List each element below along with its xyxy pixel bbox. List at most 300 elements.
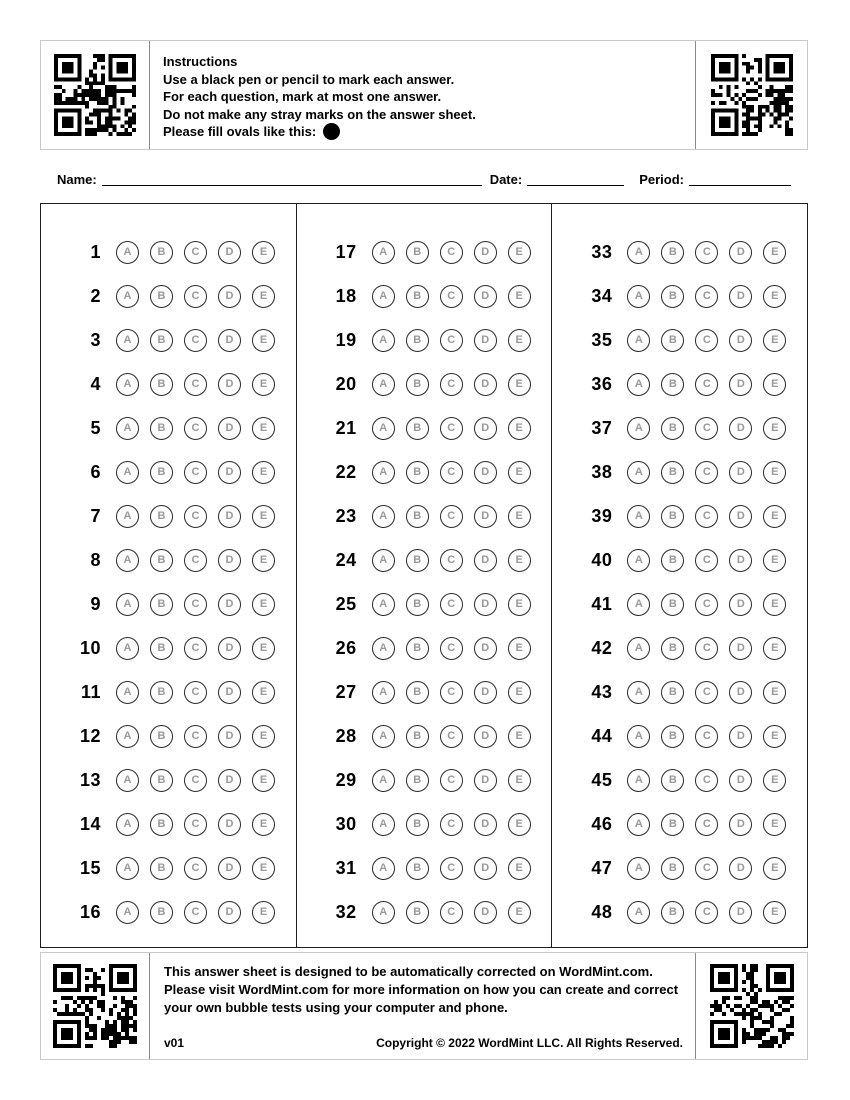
- bubble-b[interactable]: B: [661, 681, 684, 704]
- question-number: 30: [335, 813, 357, 834]
- bubble-a[interactable]: A: [627, 505, 650, 528]
- bubble-c[interactable]: C: [440, 725, 463, 748]
- question-number: 20: [335, 373, 357, 394]
- bubble-b[interactable]: B: [661, 285, 684, 308]
- bubble-a[interactable]: A: [116, 329, 139, 352]
- bubble-b[interactable]: B: [406, 549, 429, 572]
- question-number: 32: [335, 901, 357, 922]
- bubble-e[interactable]: E: [508, 241, 531, 264]
- bubble-d[interactable]: D: [729, 241, 752, 264]
- bubble-b[interactable]: B: [661, 637, 684, 660]
- bubble-d[interactable]: D: [729, 417, 752, 440]
- bubble-b[interactable]: B: [661, 901, 684, 924]
- question-row: [297, 406, 552, 450]
- question-row: [552, 846, 807, 890]
- bubble-c[interactable]: C: [440, 417, 463, 440]
- instructions-title: Instructions: [163, 54, 238, 69]
- bubble-c[interactable]: C: [440, 461, 463, 484]
- question-row: [41, 318, 296, 362]
- question-row: [552, 802, 807, 846]
- bubble-b[interactable]: B: [406, 593, 429, 616]
- bubble-a[interactable]: A: [372, 329, 395, 352]
- bubble-a[interactable]: A: [627, 725, 650, 748]
- bubble-b[interactable]: B: [150, 461, 173, 484]
- bubble-a[interactable]: A: [372, 857, 395, 880]
- bubble-e[interactable]: E: [763, 461, 786, 484]
- bubble-c[interactable]: C: [184, 285, 207, 308]
- bubble-a[interactable]: A: [627, 901, 650, 924]
- bubble-a[interactable]: A: [372, 681, 395, 704]
- bubble-e[interactable]: E: [252, 329, 275, 352]
- bubble-a[interactable]: A: [627, 241, 650, 264]
- bubble-b[interactable]: B: [406, 725, 429, 748]
- bubble-d[interactable]: D: [474, 373, 497, 396]
- bubble-e[interactable]: E: [508, 813, 531, 836]
- bubble-a[interactable]: A: [116, 857, 139, 880]
- question-number: 12: [79, 725, 101, 746]
- bubble-c[interactable]: C: [695, 461, 718, 484]
- bubble-d[interactable]: D: [474, 813, 497, 836]
- bubble-c[interactable]: C: [695, 285, 718, 308]
- bubble-e[interactable]: E: [763, 637, 786, 660]
- bubble-e[interactable]: E: [252, 241, 275, 264]
- bubble-e[interactable]: E: [252, 417, 275, 440]
- bubble-c[interactable]: C: [695, 637, 718, 660]
- footer-text-cell: [150, 953, 695, 1059]
- bubble-b[interactable]: B: [150, 637, 173, 660]
- instruction-line: [163, 106, 689, 124]
- bubble-e[interactable]: E: [508, 373, 531, 396]
- bubble-c[interactable]: C: [184, 549, 207, 572]
- bubble-b[interactable]: B: [150, 725, 173, 748]
- bubble-d[interactable]: D: [218, 637, 241, 660]
- bubble-e[interactable]: E: [763, 681, 786, 704]
- bubble-c[interactable]: C: [695, 417, 718, 440]
- bubble-e[interactable]: E: [763, 813, 786, 836]
- qr-code-icon: [53, 964, 137, 1048]
- bubble-e[interactable]: E: [763, 857, 786, 880]
- bubble-c[interactable]: C: [440, 901, 463, 924]
- bubble-a[interactable]: A: [627, 329, 650, 352]
- bubble-d[interactable]: D: [729, 637, 752, 660]
- question-row: [41, 890, 296, 934]
- bubble-e[interactable]: E: [508, 417, 531, 440]
- bubble-b[interactable]: B: [406, 813, 429, 836]
- bubble-b[interactable]: B: [150, 593, 173, 616]
- bubble-b[interactable]: B: [661, 241, 684, 264]
- question-number: 48: [591, 901, 613, 922]
- bubble-c[interactable]: C: [184, 813, 207, 836]
- question-number: 43: [591, 681, 613, 702]
- footer-description: This answer sheet is designed to be automatically corrected on WordMint.com. Please visit WordMint.com for more information on how you can create and correct your own bubble tests using your computer and phone.: [164, 964, 679, 1015]
- bubble-b[interactable]: B: [661, 813, 684, 836]
- bubble-b[interactable]: B: [150, 329, 173, 352]
- answer-column: [551, 204, 807, 947]
- bubble-e[interactable]: E: [763, 373, 786, 396]
- bubble-e[interactable]: E: [508, 461, 531, 484]
- bubble-a[interactable]: A: [627, 857, 650, 880]
- question-row: [297, 758, 552, 802]
- question-number: 11: [80, 681, 101, 702]
- bubble-d[interactable]: D: [729, 593, 752, 616]
- bubble-d[interactable]: D: [218, 549, 241, 572]
- bubble-e[interactable]: E: [763, 329, 786, 352]
- student-info-row: [40, 150, 808, 203]
- bubble-c[interactable]: C: [695, 857, 718, 880]
- bubble-b[interactable]: B: [661, 505, 684, 528]
- question-row: [297, 802, 552, 846]
- question-number: 15: [79, 857, 101, 878]
- question-number: 18: [335, 285, 357, 306]
- bubble-a[interactable]: A: [116, 725, 139, 748]
- bubble-d[interactable]: D: [474, 241, 497, 264]
- bubble-d[interactable]: D: [218, 505, 241, 528]
- bubble-a[interactable]: A: [372, 241, 395, 264]
- bubble-e[interactable]: E: [763, 725, 786, 748]
- bubble-d[interactable]: D: [729, 461, 752, 484]
- question-number: 36: [591, 373, 613, 394]
- bubble-a[interactable]: A: [116, 813, 139, 836]
- bubble-b[interactable]: B: [150, 285, 173, 308]
- bubble-d[interactable]: D: [474, 505, 497, 528]
- question-row: [297, 582, 552, 626]
- bubble-d[interactable]: D: [218, 417, 241, 440]
- bubble-b[interactable]: B: [150, 417, 173, 440]
- bubble-b[interactable]: B: [661, 725, 684, 748]
- bubble-d[interactable]: D: [474, 637, 497, 660]
- bubble-d[interactable]: D: [729, 813, 752, 836]
- bubble-b[interactable]: B: [406, 461, 429, 484]
- bubble-a[interactable]: A: [116, 769, 139, 792]
- bubble-c[interactable]: C: [440, 505, 463, 528]
- bubble-d[interactable]: D: [474, 725, 497, 748]
- bubble-d[interactable]: D: [218, 725, 241, 748]
- name-input-line[interactable]: [102, 173, 482, 186]
- bubble-a[interactable]: A: [372, 285, 395, 308]
- bubble-d[interactable]: D: [218, 813, 241, 836]
- question-row: [297, 714, 552, 758]
- bubble-d[interactable]: D: [218, 593, 241, 616]
- bubble-c[interactable]: C: [440, 681, 463, 704]
- bubble-a[interactable]: A: [627, 813, 650, 836]
- bubble-a[interactable]: A: [116, 241, 139, 264]
- bubble-c[interactable]: C: [184, 901, 207, 924]
- question-row: [41, 802, 296, 846]
- bubble-b[interactable]: B: [406, 769, 429, 792]
- bubble-d[interactable]: D: [218, 857, 241, 880]
- bubble-d[interactable]: D: [474, 901, 497, 924]
- bubble-e[interactable]: E: [508, 593, 531, 616]
- bubble-d[interactable]: D: [729, 285, 752, 308]
- bubble-e[interactable]: E: [252, 725, 275, 748]
- bubble-a[interactable]: A: [627, 769, 650, 792]
- instruction-line-text: For each question, mark at most one answer.: [163, 89, 442, 104]
- bubble-e[interactable]: E: [763, 769, 786, 792]
- bubble-d[interactable]: D: [729, 681, 752, 704]
- bubble-a[interactable]: A: [116, 637, 139, 660]
- bubble-d[interactable]: D: [474, 285, 497, 308]
- bubble-c[interactable]: C: [440, 549, 463, 572]
- bubble-b[interactable]: B: [406, 637, 429, 660]
- bubble-e[interactable]: E: [508, 549, 531, 572]
- bubble-d[interactable]: D: [218, 285, 241, 308]
- bubble-d[interactable]: D: [474, 461, 497, 484]
- question-number: 37: [591, 417, 613, 438]
- bubble-b[interactable]: B: [406, 373, 429, 396]
- bubble-b[interactable]: B: [406, 681, 429, 704]
- bubble-a[interactable]: A: [116, 417, 139, 440]
- bubble-b[interactable]: B: [661, 593, 684, 616]
- footer-box: [40, 952, 808, 1060]
- bubble-c[interactable]: C: [695, 549, 718, 572]
- bubble-c[interactable]: C: [184, 241, 207, 264]
- bubble-c[interactable]: C: [695, 813, 718, 836]
- bubble-b[interactable]: B: [406, 417, 429, 440]
- bubble-d[interactable]: D: [474, 593, 497, 616]
- bubble-c[interactable]: C: [184, 505, 207, 528]
- question-row: [41, 758, 296, 802]
- bubble-a[interactable]: A: [372, 417, 395, 440]
- bubble-c[interactable]: C: [184, 681, 207, 704]
- bubble-b[interactable]: B: [150, 505, 173, 528]
- bubble-d[interactable]: D: [729, 901, 752, 924]
- bubble-e[interactable]: E: [508, 329, 531, 352]
- bubble-c[interactable]: C: [184, 329, 207, 352]
- bubble-e[interactable]: E: [763, 593, 786, 616]
- bubble-d[interactable]: D: [729, 725, 752, 748]
- bubble-c[interactable]: C: [184, 417, 207, 440]
- bubble-b[interactable]: B: [150, 241, 173, 264]
- bubble-c[interactable]: C: [440, 857, 463, 880]
- bubble-d[interactable]: D: [218, 329, 241, 352]
- bubble-c[interactable]: C: [184, 461, 207, 484]
- bubble-a[interactable]: A: [372, 505, 395, 528]
- bubble-a[interactable]: A: [116, 549, 139, 572]
- bubble-e[interactable]: E: [252, 461, 275, 484]
- bubble-e[interactable]: E: [508, 681, 531, 704]
- question-row: [297, 274, 552, 318]
- question-number: 19: [335, 329, 357, 350]
- bubble-a[interactable]: A: [116, 285, 139, 308]
- bubble-c[interactable]: C: [440, 241, 463, 264]
- question-row: [41, 274, 296, 318]
- bubble-e[interactable]: E: [252, 901, 275, 924]
- bubble-d[interactable]: D: [729, 329, 752, 352]
- bubble-c[interactable]: C: [695, 593, 718, 616]
- bubble-a[interactable]: A: [372, 813, 395, 836]
- bubble-a[interactable]: A: [627, 461, 650, 484]
- bubble-d[interactable]: D: [729, 373, 752, 396]
- bubble-b[interactable]: B: [150, 857, 173, 880]
- bubble-a[interactable]: A: [372, 593, 395, 616]
- bubble-d[interactable]: D: [729, 549, 752, 572]
- question-number: 28: [335, 725, 357, 746]
- bubble-c[interactable]: C: [695, 769, 718, 792]
- bubble-d[interactable]: D: [474, 549, 497, 572]
- bubble-a[interactable]: A: [372, 549, 395, 572]
- bubble-b[interactable]: B: [406, 505, 429, 528]
- bubble-a[interactable]: A: [372, 461, 395, 484]
- bubble-a[interactable]: A: [627, 549, 650, 572]
- bubble-a[interactable]: A: [116, 681, 139, 704]
- bubble-c[interactable]: C: [695, 505, 718, 528]
- bubble-e[interactable]: E: [508, 725, 531, 748]
- date-input-line[interactable]: [527, 173, 624, 186]
- bubble-b[interactable]: B: [150, 901, 173, 924]
- bubble-d[interactable]: D: [474, 417, 497, 440]
- bubble-e[interactable]: E: [252, 637, 275, 660]
- bubble-c[interactable]: C: [184, 769, 207, 792]
- period-input-line[interactable]: [689, 173, 791, 186]
- bubble-e[interactable]: E: [252, 373, 275, 396]
- bubble-d[interactable]: D: [218, 769, 241, 792]
- bubble-e[interactable]: E: [763, 285, 786, 308]
- bubble-e[interactable]: E: [252, 769, 275, 792]
- bubble-b[interactable]: B: [661, 549, 684, 572]
- question-row: [41, 582, 296, 626]
- bubble-c[interactable]: C: [184, 725, 207, 748]
- bubble-a[interactable]: A: [627, 637, 650, 660]
- question-number: 34: [591, 285, 613, 306]
- bubble-a[interactable]: A: [627, 593, 650, 616]
- bubble-c[interactable]: C: [440, 285, 463, 308]
- bubble-b[interactable]: B: [661, 461, 684, 484]
- bubble-a[interactable]: A: [116, 373, 139, 396]
- bubble-e[interactable]: E: [508, 505, 531, 528]
- bubble-a[interactable]: A: [372, 725, 395, 748]
- bubble-c[interactable]: C: [440, 813, 463, 836]
- bubble-b[interactable]: B: [150, 549, 173, 572]
- bubble-c[interactable]: C: [184, 637, 207, 660]
- bubble-a[interactable]: A: [372, 769, 395, 792]
- bubble-d[interactable]: D: [474, 329, 497, 352]
- bubble-d[interactable]: D: [474, 857, 497, 880]
- instruction-line: [163, 71, 689, 89]
- bubble-e[interactable]: E: [252, 813, 275, 836]
- question-row: [297, 538, 552, 582]
- bubble-d[interactable]: D: [218, 901, 241, 924]
- bubble-d[interactable]: D: [474, 681, 497, 704]
- bubble-e[interactable]: E: [763, 241, 786, 264]
- bubble-c[interactable]: C: [440, 329, 463, 352]
- bubble-c[interactable]: C: [695, 241, 718, 264]
- bubble-c[interactable]: C: [695, 725, 718, 748]
- bubble-c[interactable]: C: [695, 329, 718, 352]
- question-number: 44: [591, 725, 613, 746]
- bubble-a[interactable]: A: [627, 681, 650, 704]
- bubble-b[interactable]: B: [150, 681, 173, 704]
- bubble-c[interactable]: C: [695, 681, 718, 704]
- bubble-b[interactable]: B: [406, 901, 429, 924]
- bubble-b[interactable]: B: [406, 329, 429, 352]
- bubble-a[interactable]: A: [627, 373, 650, 396]
- bubble-e[interactable]: E: [508, 285, 531, 308]
- question-row: [552, 450, 807, 494]
- bubble-e[interactable]: E: [252, 505, 275, 528]
- question-row: [41, 626, 296, 670]
- question-number: 39: [591, 505, 613, 526]
- bubble-e[interactable]: E: [763, 549, 786, 572]
- bubble-d[interactable]: D: [218, 681, 241, 704]
- bubble-d[interactable]: D: [474, 769, 497, 792]
- question-number: 47: [591, 857, 613, 878]
- bubble-b[interactable]: B: [661, 769, 684, 792]
- bubble-b[interactable]: B: [150, 813, 173, 836]
- bubble-b[interactable]: B: [150, 769, 173, 792]
- bubble-e[interactable]: E: [508, 637, 531, 660]
- bubble-a[interactable]: A: [372, 637, 395, 660]
- bubble-e[interactable]: E: [763, 901, 786, 924]
- bubble-c[interactable]: C: [695, 373, 718, 396]
- bubble-a[interactable]: A: [116, 593, 139, 616]
- bubble-a[interactable]: A: [627, 417, 650, 440]
- bubble-c[interactable]: C: [695, 901, 718, 924]
- bubble-d[interactable]: D: [729, 505, 752, 528]
- bubble-e[interactable]: E: [508, 857, 531, 880]
- question-row: [41, 406, 296, 450]
- bubble-e[interactable]: E: [763, 505, 786, 528]
- bubble-e[interactable]: E: [763, 417, 786, 440]
- bubble-b[interactable]: B: [661, 417, 684, 440]
- bubble-b[interactable]: B: [406, 285, 429, 308]
- question-row: [297, 494, 552, 538]
- bubble-c[interactable]: C: [440, 769, 463, 792]
- bubble-e[interactable]: E: [508, 901, 531, 924]
- bubble-b[interactable]: B: [661, 857, 684, 880]
- bubble-a[interactable]: A: [627, 285, 650, 308]
- bubble-e[interactable]: E: [252, 593, 275, 616]
- question-row: [552, 890, 807, 934]
- bubble-c[interactable]: C: [440, 593, 463, 616]
- bubble-d[interactable]: D: [729, 769, 752, 792]
- answer-column: [41, 204, 296, 947]
- qr-code-icon: [710, 964, 794, 1048]
- bubble-c[interactable]: C: [440, 373, 463, 396]
- bubble-a[interactable]: A: [116, 901, 139, 924]
- bubble-c[interactable]: C: [184, 373, 207, 396]
- bubble-b[interactable]: B: [150, 373, 173, 396]
- bubble-a[interactable]: A: [372, 901, 395, 924]
- instruction-line: [163, 88, 689, 106]
- question-number: 3: [90, 329, 101, 350]
- question-row: [297, 626, 552, 670]
- bubble-d[interactable]: D: [218, 373, 241, 396]
- bubble-a[interactable]: A: [116, 461, 139, 484]
- bubble-e[interactable]: E: [252, 549, 275, 572]
- question-number: 21: [335, 417, 357, 438]
- question-number: 1: [90, 241, 101, 262]
- bubble-a[interactable]: A: [372, 373, 395, 396]
- question-number: 24: [335, 549, 357, 570]
- bubble-e[interactable]: E: [508, 769, 531, 792]
- bubble-e[interactable]: E: [252, 681, 275, 704]
- bubble-e[interactable]: E: [252, 285, 275, 308]
- bubble-e[interactable]: E: [252, 857, 275, 880]
- bubble-d[interactable]: D: [729, 857, 752, 880]
- qr-code-icon: [54, 54, 136, 136]
- bubble-d[interactable]: D: [218, 461, 241, 484]
- bubble-c[interactable]: C: [440, 637, 463, 660]
- bubble-b[interactable]: B: [661, 329, 684, 352]
- bubble-b[interactable]: B: [406, 857, 429, 880]
- bubble-c[interactable]: C: [184, 593, 207, 616]
- bubble-a[interactable]: A: [116, 505, 139, 528]
- question-row: [41, 230, 296, 274]
- bubble-d[interactable]: D: [218, 241, 241, 264]
- bubble-b[interactable]: B: [406, 241, 429, 264]
- bubble-b[interactable]: B: [661, 373, 684, 396]
- bubble-c[interactable]: C: [184, 857, 207, 880]
